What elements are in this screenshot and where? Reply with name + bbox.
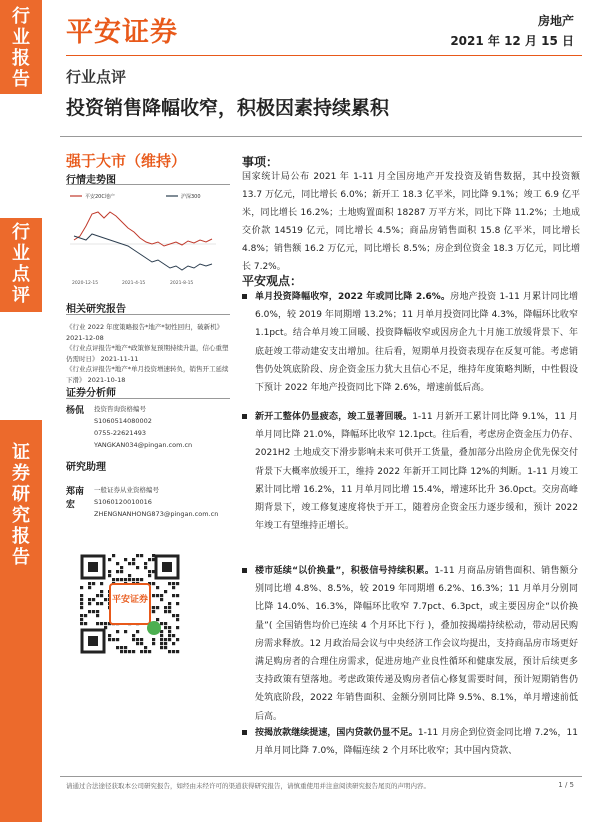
- sidebar: [0, 0, 42, 800]
- sidebar-char: 报: [12, 526, 30, 547]
- header-divider: [66, 55, 582, 56]
- bullet-square-icon: [242, 730, 247, 735]
- analyst-info: [94, 403, 234, 451]
- sidebar-char: 行: [12, 6, 30, 27]
- view-point-body: 1-11 月商品房销售面积、销售额分别同比增 4.8%、8.5%，较 2019 年同期增 6.2%、16.3%；11 月单月分别同比降 14.0%、16.3%，降幅环比收窄 7.7pct、6.3pct，或主要因房企“以价换量”( 全国销售均价已连续 4 个月环比下行 )，叠加按揭端持续松动，带动居民购房需求释放。12 月政治局会议与中央经济工作会议均提出，支持商品房市场更好满足购房者的合理住房需求，促进房地产业良性循环和健康发展，预计后续更多支持政策有望落地。考虑政策传递及购房者信心修复需要时间，预计短期销售仍处筑底阶段，2022 年销售面积、金额分别同比降 9.5%、8.1%，单月增速前低后高。: [255, 566, 578, 722]
- assistant-info: [94, 484, 234, 520]
- analyst-divider: [66, 398, 230, 399]
- sidebar-block-report-type: [0, 0, 42, 94]
- assistant-name: 郑南宏: [66, 487, 85, 510]
- view-point-body: 1-11 月房企到位资金同比增 7.2%，11 月单月同比降 7.0%，降幅连续 2 个月环比收窄；其中国内贷款、: [255, 728, 578, 757]
- view-point-2: [242, 408, 578, 535]
- sidebar-char: 报: [12, 48, 30, 69]
- title-divider: [60, 136, 582, 137]
- sidebar-char: 券: [12, 463, 30, 484]
- sidebar-char: 业: [12, 27, 30, 48]
- footer-disclaimer: 请通过合法途径获取本公司研究报告，如经由未经许可的渠道获得研究报告，请慎重使用并注意阅读研究报告尾页的声明内容。: [66, 782, 430, 790]
- related-report-item[interactable]: 《行业 2022 年度策略报告*地产*韧性回归，破新机》 2021-12-08: [66, 323, 224, 342]
- bullet-square-icon: [242, 414, 247, 419]
- sidebar-char: 研: [12, 484, 30, 505]
- analyst-heading: 证券分析师: [66, 388, 116, 399]
- view-point-title: 按揭放款继续提速，国内贷款仍显不足。: [255, 728, 418, 738]
- x-tick-label: 2020-12-15: [72, 281, 99, 286]
- view-point-title: 楼市延续“以价换量”，积极信号持续积累。: [255, 566, 435, 576]
- view-point-title: 新开工整体仍显疲态，竣工显著回暖。: [255, 412, 413, 422]
- view-point-3: [242, 562, 578, 726]
- qr-code: [78, 552, 182, 656]
- sidebar-char: 究: [12, 505, 30, 526]
- related-report-item[interactable]: 《行业点评报告*地产*政策修复预期持续升温，信心重塑仍需时日》 2021-11-11: [66, 344, 229, 363]
- assistant-email[interactable]: ZHENGNANHONG873@pingan.com.cn: [94, 510, 219, 518]
- sidebar-block-category: [0, 218, 42, 312]
- sidebar-block-securities-research: [0, 420, 42, 822]
- analyst-email[interactable]: YANGKAN034@pingan.com.cn: [94, 441, 193, 449]
- wechat-icon: [147, 621, 161, 635]
- bullet-square-icon: [242, 568, 247, 573]
- analyst-cert-id: S1060514080002: [94, 417, 152, 425]
- series-line-a: [74, 212, 212, 246]
- sidebar-char: 告: [12, 69, 30, 90]
- event-text: 国家统计局公布 2021 年 1-11 月全国房地产开发投资及销售数据，其中投资额 13.7 万亿元，同比增长 6.0%；新开工 18.3 亿平米，同比降 9.1%；竣工 6.9 亿平米，同比增长 16.2%；土地购置面积 18287 万平方米，同比下降 11.2%；土地成交价款 14519 亿元，同比增长 4.5%；商品房销售面积 15.8 亿平米，同比增长 4.8%；销售额 16.2 万亿元，同比增长 8.5%；房企到位资金 18.3 万亿元，同比增长 7.2%。: [242, 172, 580, 272]
- analyst-name: 杨侃: [66, 406, 85, 416]
- x-tick-label: 2021-8-15: [170, 281, 194, 286]
- related-reports-list: [66, 322, 234, 385]
- sidebar-char: 点: [12, 264, 30, 285]
- industry-label: 房地产: [537, 14, 574, 28]
- footer-divider: [60, 776, 582, 777]
- view-point-body: 1-11 月新开工累计同比降 9.1%，11 月单月同比降 21.0%，降幅环比收窄 12.1pct。往后看，考虑房企资金压力仍存、2021H2 土地成交下滑步影响未来可供开工货量，叠加部分出险房企优先保交付背景下大概率放缓开工，维持 2022 年新开工同比降 12%的判断。1-11 月竣工累计同比增 16.2%，11 月单月同比增 15.4%，增速环比升 36.0pct。交房高峰期背景下，竣工修复速度将快于开工，随着房企资金压力逐步缓和，预计 2022 年竣工有望维持正增长。: [255, 412, 578, 532]
- event-section: [242, 168, 580, 276]
- sidebar-char: 告: [12, 547, 30, 568]
- assistant-cert-id: S1060120010016: [94, 498, 152, 506]
- event-heading: 事项：: [242, 155, 279, 169]
- trend-chart: [66, 184, 230, 288]
- related-reports-heading: 相关研究报告: [66, 304, 126, 315]
- view-point-1: [242, 288, 578, 397]
- report-date: 2021 年 12 月 15 日: [450, 34, 574, 48]
- trend-heading: 行情走势图: [66, 175, 116, 186]
- view-point-4: [242, 724, 578, 760]
- assistant-cert-label: 一般证券从业资格编号: [94, 486, 159, 494]
- report-title: 投资销售降幅收窄，积极因素持续累积: [66, 97, 390, 119]
- view-point-body: 房地产投资 1-11 月累计同比增 6.0%，较 2019 年同期增 13.2%；11 月单月投资同比降 4.3%，降幅环比收窄 1.1pct。结合单月竣工回暖、投资降幅收窄或因房企九十月施工放缓背景下、年底赶竣工带动建安支出增加。往后看，短期单月投资表现存在反复可能。考虑销售仍处筑底阶段、房企资金压力犹大且信心不足，维持年度策略判断，中性假设下预计 2022 年地产投资同比下降 2.6%，增速前低后高。: [255, 292, 578, 394]
- view-point-title: 单月投资降幅收窄，2022 年或同比降 2.6%。: [255, 292, 451, 302]
- legend-label-a: 平安20C地产: [85, 194, 115, 200]
- reports-divider: [66, 314, 230, 315]
- view-heading: 平安观点：: [242, 274, 303, 288]
- report-subtype: 行业点评: [66, 68, 127, 86]
- sidebar-char: 行: [12, 222, 30, 243]
- analyst-phone: 0755-22621493: [94, 429, 146, 437]
- analyst-cert-label: 投资咨询资格编号: [94, 405, 146, 413]
- legend-label-b: 沪深300: [181, 194, 201, 200]
- assistant-heading: 研究助理: [66, 462, 106, 473]
- sidebar-char: 业: [12, 243, 30, 264]
- sidebar-char: 评: [12, 285, 30, 306]
- company-logo: 平安证券: [66, 17, 178, 48]
- rating-badge: 强于大市（维持）: [66, 152, 187, 170]
- bullet-square-icon: [242, 294, 247, 299]
- related-report-item[interactable]: 《行业点评报告*地产*单月投资增速转负，销售开工延续下滑》 2021-10-18: [66, 365, 229, 384]
- sidebar-char: 证: [12, 442, 30, 463]
- page-number: 1 / 5: [558, 781, 574, 789]
- qr-logo-label: 平安证券: [111, 595, 149, 605]
- x-tick-label: 2021-4-15: [122, 281, 146, 286]
